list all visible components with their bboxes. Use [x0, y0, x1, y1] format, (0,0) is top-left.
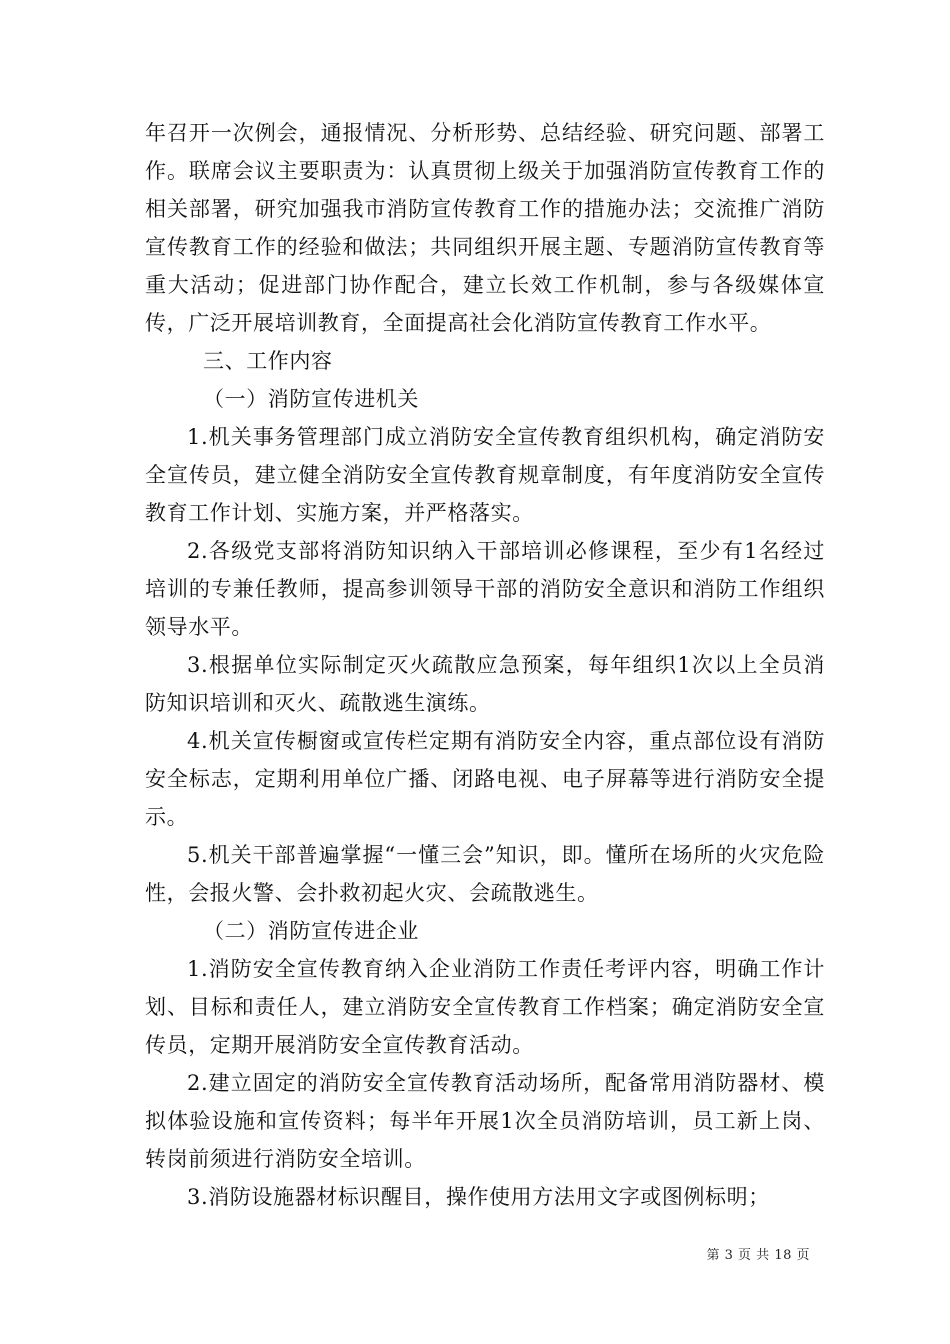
paragraph-item: 2.各级党支部将消防知识纳入干部培训必修课程，至少有1名经过培训的专兼任教师，提高参训领导干部的消防安全意识和消防工作组织领导水平。 [145, 539, 825, 639]
paragraph-item: 3.根据单位实际制定灭火疏散应急预案，每年组织1次以上全员消防知识培训和灭火、疏散逃生演练。 [145, 653, 825, 715]
paragraph-continued: 年召开一次例会，通报情况、分析形势、总结经验、研究问题、部署工作。联席会议主要职责为：认真贯彻上级关于加强消防宣传教育工作的相关部署，研究加强我市消防宣传教育工作的措施办法；交流推广消防宣传教育工作的经验和做法；共同组织开展主题、专题消防宣传教育等重大活动；促进部门协作配合，建立长效工作机制，参与各级媒体宣传，广泛开展培训教育，全面提高社会化消防宣传教育工作水平。 [145, 121, 825, 335]
page-number: 第 3 页 共 18 页 [706, 1248, 810, 1263]
paragraph-item: 5.机关干部普遍掌握“一懂三会”知识，即。懂所在场所的火灾危险性，会报火警、会扑救初起火灾、会疏散逃生。 [145, 843, 825, 905]
paragraph-item: 4.机关宣传橱窗或宣传栏定期有消防安全内容，重点部位设有消防安全标志，定期利用单位广播、闭路电视、电子屏幕等进行消防安全提示。 [145, 729, 825, 829]
paragraph-item: 1.消防安全宣传教育纳入企业消防工作责任考评内容，明确工作计划、目标和责任人，建立消防安全宣传教育工作档案；确定消防安全宣传员，定期开展消防安全宣传教育活动。 [145, 957, 825, 1057]
document-body [145, 114, 825, 1216]
paragraph-item: 3.消防设施器材标识醒目，操作使用方法用文字或图例标明； [187, 1185, 770, 1209]
paragraph-item: 2.建立固定的消防安全宣传教育活动场所，配备常用消防器材、模拟体验设施和宣传资料；每半年开展1次全员消防培训，员工新上岗、转岗前须进行消防安全培训。 [145, 1071, 825, 1171]
section-heading-work-content: 三、工作内容 [203, 349, 333, 373]
subheading-fire-publicity-organs: （一）消防宣传进机关 [203, 387, 419, 411]
subheading-fire-publicity-enterprises: （二）消防宣传进企业 [203, 919, 419, 943]
paragraph-item: 1.机关事务管理部门成立消防安全宣传教育组织机构，确定消防安全宣传员，建立健全消防安全宣传教育规章制度，有年度消防安全宣传教育工作计划、实施方案，并严格落实。 [145, 425, 825, 525]
